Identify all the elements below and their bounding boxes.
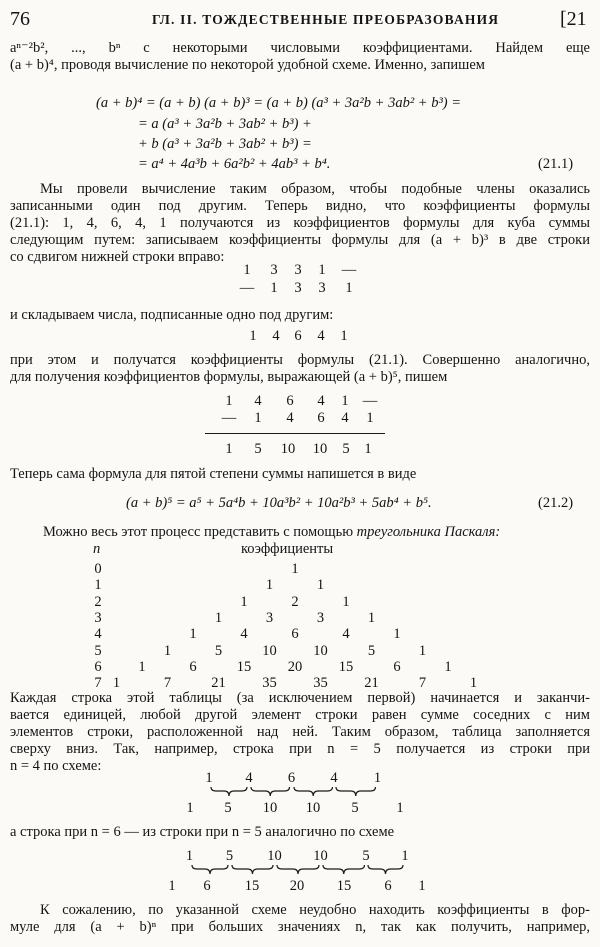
scheme-bottom-value: 1 xyxy=(168,878,176,894)
pascal-value: 1 xyxy=(444,658,452,675)
coefficient: 4 xyxy=(317,328,325,344)
row-index: 3 xyxy=(94,609,102,626)
coefficient: 6 xyxy=(286,393,294,409)
paragraph-line: муле для (a + b)ⁿ при больших значениях n, так как получить, например, xyxy=(10,919,590,935)
pascal-value: 1 xyxy=(316,577,325,594)
equation-number: (21.1) xyxy=(538,156,574,172)
pascal-value: 35 xyxy=(262,675,277,692)
pascal-value: 5 xyxy=(214,642,223,659)
paragraph-line: вается единицей, любой другой элемент строки равен сумме соседних с ним xyxy=(10,707,590,723)
scheme-bottom-value: 1 xyxy=(418,878,426,894)
pascal-value: 10 xyxy=(262,642,277,659)
paragraph-line: и складываем числа, подписанные одно под другим: xyxy=(10,307,334,323)
pascal-value: 15 xyxy=(338,658,354,675)
pascal-value: 1 xyxy=(163,642,172,659)
coefficient: 1 xyxy=(270,280,278,296)
coefficient: 5 xyxy=(254,441,262,457)
row-index: 4 xyxy=(94,626,102,643)
paragraph-line: (21.1): 1, 4, 6, 4, 1 получаются из коэффициентов формулы для куба суммы xyxy=(10,215,590,231)
scheme-top-value: 4 xyxy=(330,770,338,786)
pascal-value: 20 xyxy=(287,658,303,675)
equation-21-1-line: = a (a³ + 3a²b + 3ab² + b³) + xyxy=(138,116,312,132)
equation-21-2: (a + b)⁵ = a⁵ + 5a⁴b + 10a³b² + 10a²b³ + 5ab⁴ + b⁵. xyxy=(126,495,432,511)
scheme-top-value: 10 xyxy=(313,848,328,864)
coefficient: 1 xyxy=(366,410,374,426)
pascal-value: 5 xyxy=(367,642,376,659)
pascal-intro-text: Можно весь этот процесс представить с помощью xyxy=(43,524,354,540)
coefficient: 4 xyxy=(317,393,325,409)
pascal-value: 7 xyxy=(163,675,172,692)
pascal-value: 1 xyxy=(393,626,401,643)
coefficient: 1 xyxy=(249,328,257,344)
coefficient: 1 xyxy=(318,262,326,278)
coefficient: 1 xyxy=(340,328,348,344)
pascal-value: 1 xyxy=(342,593,350,610)
coefficient: 3 xyxy=(294,280,302,296)
coefficient: 1 xyxy=(364,441,372,457)
coefficient: 6 xyxy=(317,410,325,426)
pascal-value: 1 xyxy=(291,561,299,577)
scheme-top-value: 1 xyxy=(373,770,382,786)
pascal-value: 7 xyxy=(418,675,427,692)
coefficient: 4 xyxy=(272,328,280,344)
coefficient: 5 xyxy=(342,441,350,457)
pascal-value: 1 xyxy=(240,593,248,610)
coefficient: 3 xyxy=(318,280,326,296)
paragraph-line: а строка при n = 6 — из строки при n = 5 аналогично по схеме xyxy=(10,824,395,840)
paragraph-line: следующим путем: записываем коэффициенты формулы для (a + b)³ в две строки xyxy=(10,232,590,248)
underbrace xyxy=(231,864,274,876)
coefficient: 6 xyxy=(294,328,302,344)
pascal-value: 3 xyxy=(265,609,274,626)
equation-21-1-line: + b (a³ + 3a²b + 3ab² + b³) = xyxy=(138,136,312,152)
page-number: 76 xyxy=(10,8,30,30)
section-number: [21 xyxy=(560,8,587,30)
row-index: 7 xyxy=(94,675,102,692)
paragraph-line: элементов строки, расположенной над ней. Таким образом, таблица заполняется xyxy=(10,724,590,740)
pascal-value: 2 xyxy=(291,593,299,610)
paragraph-line: К сожалению, по указанной схеме неудобно находить коэффициенты в фор- xyxy=(40,902,590,918)
row-index: 6 xyxy=(94,658,102,675)
equation-number: (21.2) xyxy=(538,495,574,511)
pascal-value: 35 xyxy=(313,675,328,692)
scheme-top-value: 5 xyxy=(225,848,234,864)
scheme-bottom-value: 15 xyxy=(244,878,260,894)
pascal-value: 21 xyxy=(364,675,379,692)
coefficient: — xyxy=(239,280,255,296)
pascal-value: 6 xyxy=(393,658,401,675)
equation-21-1-line: = a⁴ + 4a³b + 6a²b² + 4ab³ + b⁴. xyxy=(138,156,331,172)
scheme-bottom-value: 5 xyxy=(224,800,232,816)
underbrace xyxy=(367,864,404,876)
row-index: 2 xyxy=(94,593,102,610)
scheme-bottom-value: 15 xyxy=(336,878,352,894)
intro-line: (a + b)⁴, проводя вычисление по некоторой удобной схеме. Именно, запишем xyxy=(10,57,485,73)
coefficient: 1 xyxy=(254,410,262,426)
n-label: n xyxy=(93,541,101,557)
pascal-value: 6 xyxy=(291,626,299,643)
pascal-value: 1 xyxy=(214,609,223,626)
coefficient: 3 xyxy=(270,262,278,278)
paragraph-line: записанными один под другим. Теперь видно, что коэффициенты формулы xyxy=(10,198,590,214)
scheme-bottom-value: 20 xyxy=(289,878,305,894)
paragraph-line: n = 4 по схеме: xyxy=(10,758,102,774)
scheme-bottom-value: 10 xyxy=(262,800,278,816)
pascal-value: 1 xyxy=(418,642,427,659)
row-index: 1 xyxy=(94,577,102,594)
coefficients-label: коэффициенты xyxy=(241,541,334,557)
pascal-value: 1 xyxy=(265,577,274,594)
scheme-bottom-value: 6 xyxy=(384,878,392,894)
scheme-bottom-value: 10 xyxy=(305,800,321,816)
scheme-top-value: 1 xyxy=(401,848,409,864)
underbrace xyxy=(191,864,229,876)
coefficient: 3 xyxy=(294,262,302,278)
coefficient: — xyxy=(341,262,357,278)
coefficient: 10 xyxy=(280,441,296,457)
paragraph-line: Теперь сама формула для пятой степени суммы напишется в виде xyxy=(10,466,417,482)
pascal-triangle-term: треугольника Паскаля: xyxy=(356,524,501,540)
paragraph-line: для получения коэффициентов формулы, выражающей (a + b)⁵, пишем xyxy=(10,369,448,385)
scheme-top-value: 1 xyxy=(185,848,194,864)
pascal-value: 10 xyxy=(313,642,328,659)
pascal-value: 3 xyxy=(316,609,325,626)
pascal-value: 1 xyxy=(367,609,376,626)
scheme-bottom-value: 5 xyxy=(351,800,359,816)
coefficient: 1 xyxy=(225,441,233,457)
coefficient: 1 xyxy=(225,393,233,409)
scheme-bottom-value: 1 xyxy=(396,800,404,816)
equation-21-1-line: (a + b)⁴ = (a + b) (a + b)³ = (a + b) (a³ + 3a²b + 3ab² + b³) = xyxy=(96,95,462,111)
coefficient: 4 xyxy=(341,410,349,426)
coefficient: 1 xyxy=(341,393,349,409)
paragraph-line: Мы провели вычисление таким образом, чтобы подобные члены оказались xyxy=(40,181,590,197)
coefficient: 4 xyxy=(254,393,262,409)
pascal-value: 6 xyxy=(189,658,197,675)
coefficient: 4 xyxy=(286,410,294,426)
coefficient: — xyxy=(221,410,237,426)
scheme-top-value: 5 xyxy=(362,848,370,864)
intro-line: aⁿ⁻²b², ..., bⁿ с некоторыми числовыми коэффициентами. Найдем еще xyxy=(10,40,590,56)
scheme-top-value: 6 xyxy=(287,770,296,786)
scheme-bottom-value: 6 xyxy=(203,878,211,894)
underbrace xyxy=(322,864,366,876)
coefficient: 1 xyxy=(345,280,353,296)
pascal-value: 15 xyxy=(236,658,252,675)
pascal-value: 1 xyxy=(112,675,121,692)
coefficient: 10 xyxy=(312,441,328,457)
paragraph-line: со сдвигом нижней строки вправо: xyxy=(10,249,225,265)
paragraph xyxy=(10,902,590,936)
pascal-value: 4 xyxy=(240,626,248,643)
coefficient: — xyxy=(362,393,378,409)
row-index: 0 xyxy=(94,561,102,577)
coefficient: 1 xyxy=(243,262,251,278)
scheme-bottom-value: 1 xyxy=(186,800,194,816)
scheme-top-value: 10 xyxy=(267,848,282,864)
scheme-top-value: 4 xyxy=(245,770,253,786)
row-index: 5 xyxy=(94,642,102,659)
pascal-value: 21 xyxy=(211,675,226,692)
underbrace xyxy=(276,864,320,876)
paragraph-line: при этом и получатся коэффициенты формулы (21.1). Совершенно аналогично, xyxy=(10,352,590,368)
paragraph-line: сверху вниз. Так, например, строка при n = 5 получается из строки при xyxy=(10,741,590,757)
paragraph-line: Каждая строка этой таблицы (за исключением первой) начинается и заканчи- xyxy=(10,690,590,706)
pascal-value: 1 xyxy=(138,658,146,675)
pascal-value: 1 xyxy=(189,626,197,643)
chapter-title: ГЛ. II. ТОЖДЕСТВЕННЫЕ ПРЕОБРАЗОВАНИЯ xyxy=(152,12,500,27)
pascal-value: 1 xyxy=(469,675,478,692)
scheme-top-value: 1 xyxy=(205,770,213,786)
pascal-value: 4 xyxy=(342,626,350,643)
